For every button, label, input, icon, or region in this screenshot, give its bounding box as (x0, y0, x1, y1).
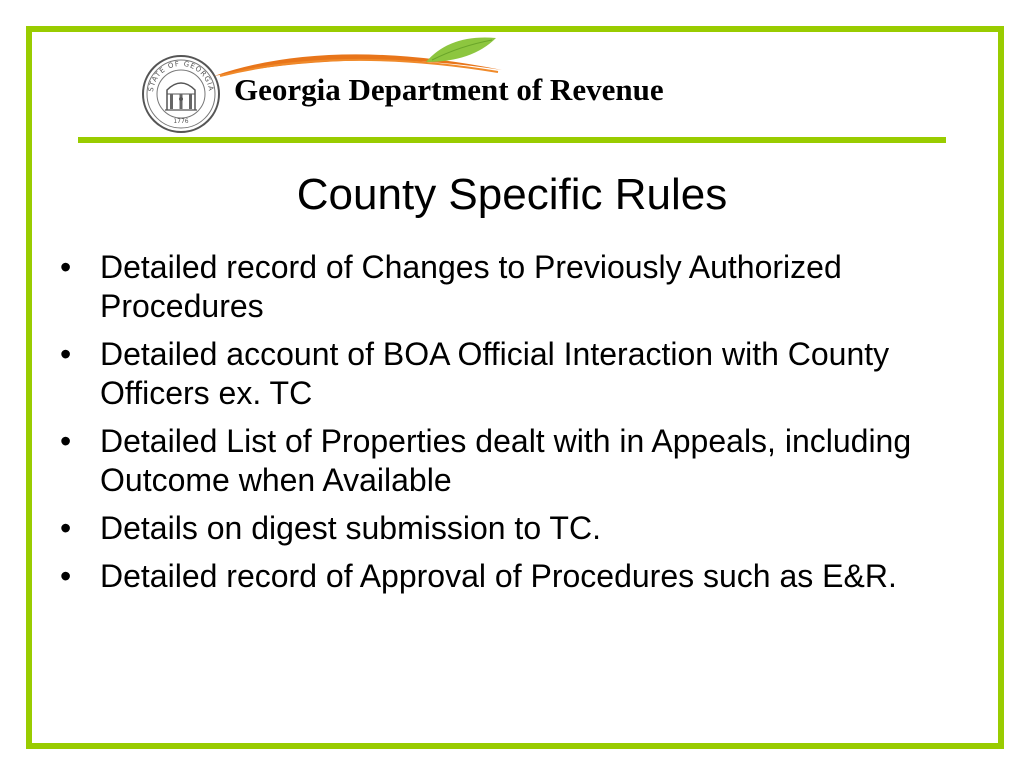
header (0, 0, 1024, 150)
bullet-marker: • (60, 336, 72, 372)
bullet-text: Details on digest submission to TC. (100, 510, 601, 546)
bullet-marker: • (60, 249, 72, 285)
georgia-state-seal-icon (141, 54, 221, 134)
seal-ring-text: STATE OF GEORGIA (147, 59, 215, 93)
department-name: Georgia Department of Revenue (234, 72, 664, 107)
slide-title: County Specific Rules (296, 170, 728, 219)
bullet-text: Detailed account of BOA Official Interaction with County Officers ex. TC (100, 336, 890, 411)
bullet-marker: • (60, 558, 72, 594)
bullet-item (56, 335, 976, 413)
bullet-item (56, 509, 976, 548)
bullet-marker: • (60, 510, 72, 546)
header-divider (78, 137, 946, 143)
bullet-item (56, 248, 976, 326)
seal-year: 1776 (173, 118, 189, 125)
bullet-item (56, 557, 976, 596)
bullet-text: Detailed record of Changes to Previously Authorized Procedures (100, 249, 842, 324)
bullet-item (56, 422, 976, 500)
bullet-marker: • (60, 423, 72, 459)
bullet-text: Detailed record of Approval of Procedures such as E&R. (100, 558, 897, 594)
bullet-list (56, 248, 976, 605)
bullet-text: Detailed List of Properties dealt with in Appeals, including Outcome when Available (100, 423, 912, 498)
